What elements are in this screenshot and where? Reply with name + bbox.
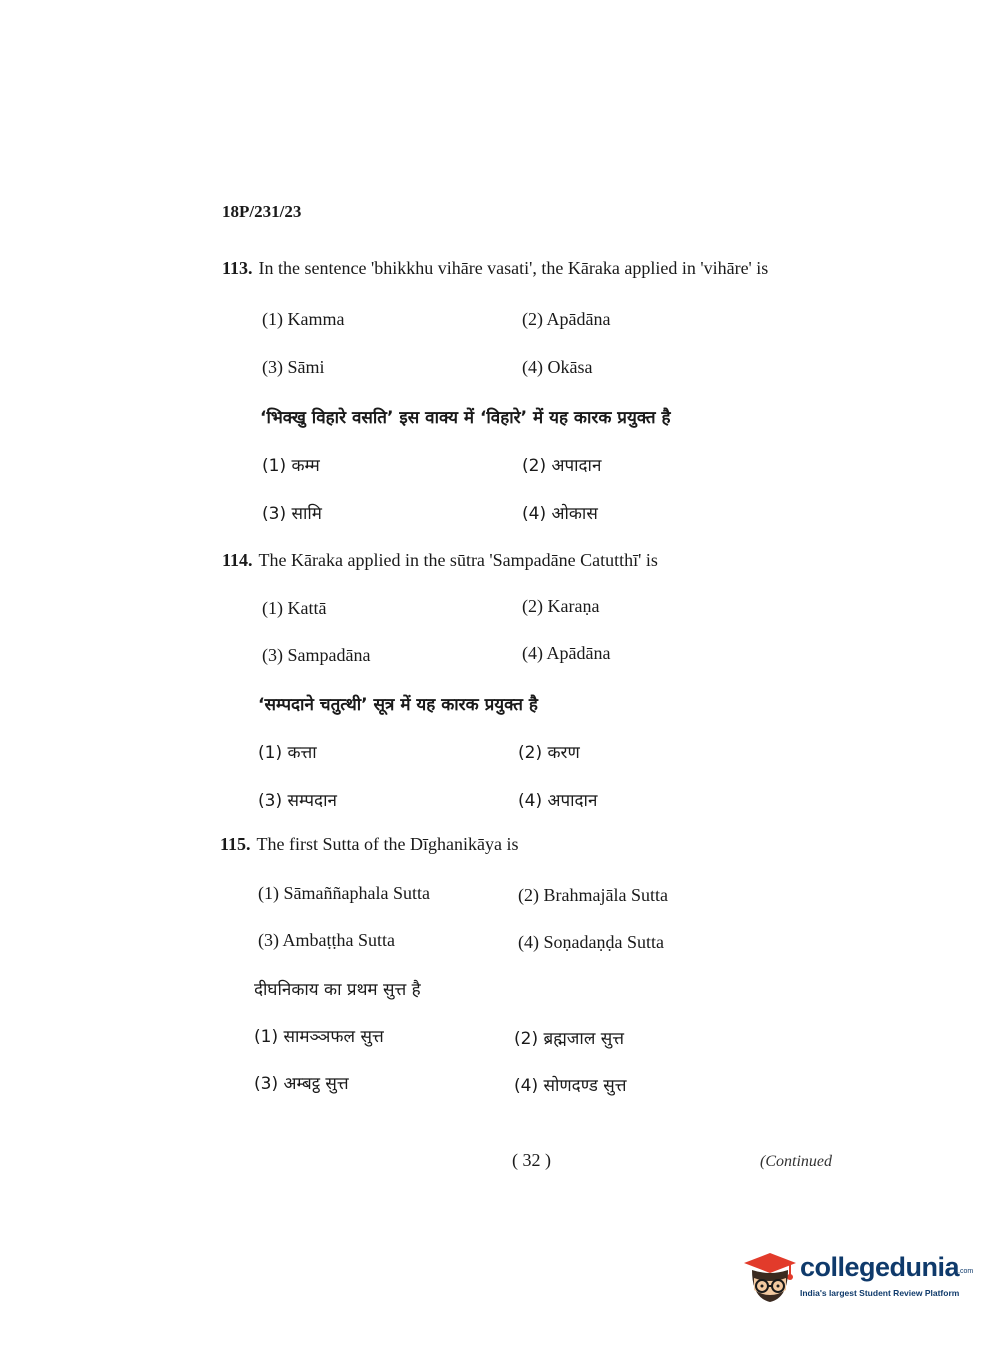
hindi-option: (1) कत्ता [258,743,317,763]
option: (2) Karaṇa [522,596,600,616]
collegedunia-logo[interactable] [742,1250,972,1310]
hindi-option: (2) अपादान [522,456,602,476]
hindi-option: (4) सोणदण्ड सुत्त [514,1076,627,1096]
hindi-option: (2) ब्रह्मजाल सुत्त [514,1029,624,1049]
question-number: 114. [222,550,253,570]
option: (4) Okāsa [522,357,593,377]
option: (1) Sāmaññaphala Sutta [258,883,430,903]
hindi-option: (4) अपादान [518,791,598,811]
question-number: 115. [220,834,251,854]
continued-label: (Continued [760,1153,832,1170]
option: (1) Kattā [262,598,327,618]
question-text: The Kāraka applied in the sūtra 'Sampadāne Catutthī' is [258,550,658,570]
question-text: In the sentence 'bhikkhu vihāre vasati', the Kāraka applied in 'vihāre' is [258,258,769,278]
question-number: 113. [222,258,253,278]
hindi-option: (3) सामि [262,504,322,524]
option: (3) Sāmi [262,357,325,377]
hindi-option: (2) करण [518,743,580,763]
student-mascot-icon [742,1250,798,1306]
logo-name: collegedunia [800,1252,960,1282]
option: (3) Sampadāna [262,645,371,665]
hindi-option: (3) सम्पदान [258,791,337,811]
logo-suffix: .com [958,1268,974,1275]
hindi-option: (1) कम्म [262,456,320,476]
option: (3) Ambaṭṭha Sutta [258,930,395,950]
hindi-option: (4) ओकास [522,504,598,524]
question-text: The first Sutta of the Dīghanikāya is [256,834,519,854]
question-115 [220,834,518,855]
question-113 [222,258,768,279]
option: (1) Kamma [262,309,345,329]
page-number: ( 32 ) [512,1150,551,1170]
hindi-question-text: दीघनिकाय का प्रथम सुत्त है [254,980,421,1000]
option: (4) Soṇadaṇḍa Sutta [518,932,664,952]
paper-code: 18P/231/23 [222,202,302,221]
logo-tagline: India's largest Student Review Platform [800,1288,960,1298]
option: (4) Apādāna [522,643,611,663]
option: (2) Brahmajāla Sutta [518,885,668,905]
hindi-option: (3) अम्बट्ठ सुत्त [254,1074,349,1094]
hindi-question-text: ‘भिक्खु विहारे वसति’ इस वाक्य में ‘विहारे’ में यह कारक प्रयुक्त है [260,408,671,428]
hindi-option: (1) सामञ्ञफल सुत्त [254,1027,384,1047]
option: (2) Apādāna [522,309,611,329]
question-114 [222,550,658,571]
hindi-question-text: ‘सम्पदाने चतुत्थी’ सूत्र में यह कारक प्रयुक्त है [258,695,538,715]
